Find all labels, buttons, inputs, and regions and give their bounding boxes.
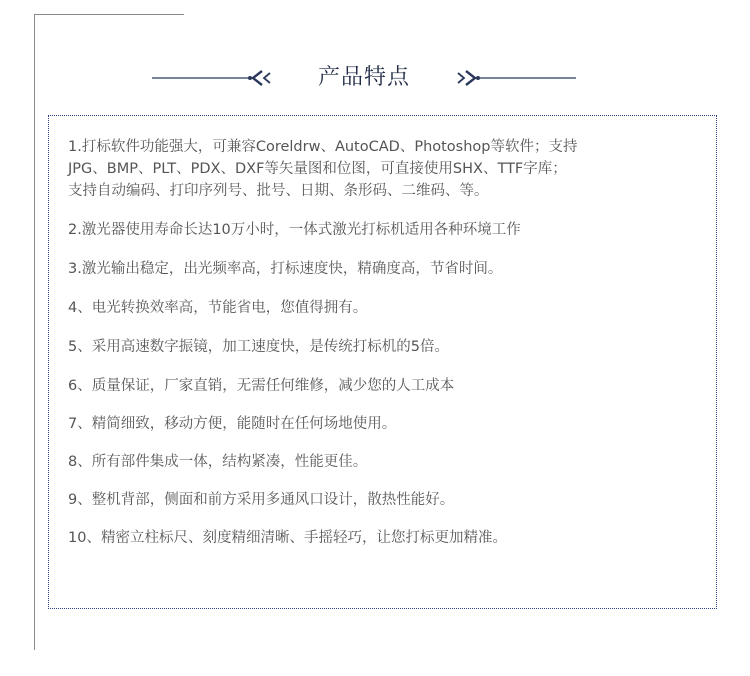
feature-item-7: 7、精简细致，移动方便，能随时在任何场地使用。 — [68, 416, 397, 432]
flourish-arrow-right-icon — [454, 67, 578, 89]
feature-item-4: 4、电光转换效率高，节能省电，您值得拥有。 — [68, 300, 368, 316]
feature-1-line-1: 1.打标软件功能强大，可兼容Coreldrw、AutoCAD、Photoshop等软件；支持 — [68, 139, 578, 155]
feature-item-3: 3.激光输出稳定，出光频率高，打标速度快，精确度高，节省时间。 — [68, 261, 503, 277]
feature-item-1 — [68, 136, 688, 202]
feature-1-line-2: JPG、BMP、PLT、PDX、DXF等矢量图和位图，可直接使用SHX、TTF字库； — [68, 161, 567, 177]
feature-item-9: 9、整机背部，侧面和前方采用多通风口设计，散热性能好。 — [68, 492, 455, 508]
feature-item-6: 6、质量保证，厂家直销，无需任何维修，减少您的人工成本 — [68, 378, 455, 394]
features-box — [48, 115, 717, 609]
feature-item-2: 2.激光器使用寿命长达10万小时，一体式激光打标机适用各种环境工作 — [68, 222, 521, 238]
feature-1-line-3: 支持自动编码、打印序列号、批号、日期、条形码、二维码、等。 — [68, 183, 489, 199]
section-title: 产品特点 — [317, 65, 410, 90]
feature-item-10: 10、精密立柱标尺、刻度精细清晰、手摇轻巧，让您打标更加精准。 — [68, 530, 507, 546]
frame-left-line — [34, 14, 35, 650]
flourish-arrow-left-icon — [150, 67, 274, 89]
feature-item-5: 5、采用高速数字振镜，加工速度快，是传统打标机的5倍。 — [68, 339, 449, 355]
feature-item-8: 8、所有部件集成一体，结构紧凑，性能更佳。 — [68, 454, 368, 470]
frame-top-line — [34, 14, 184, 15]
section-header — [150, 58, 580, 98]
